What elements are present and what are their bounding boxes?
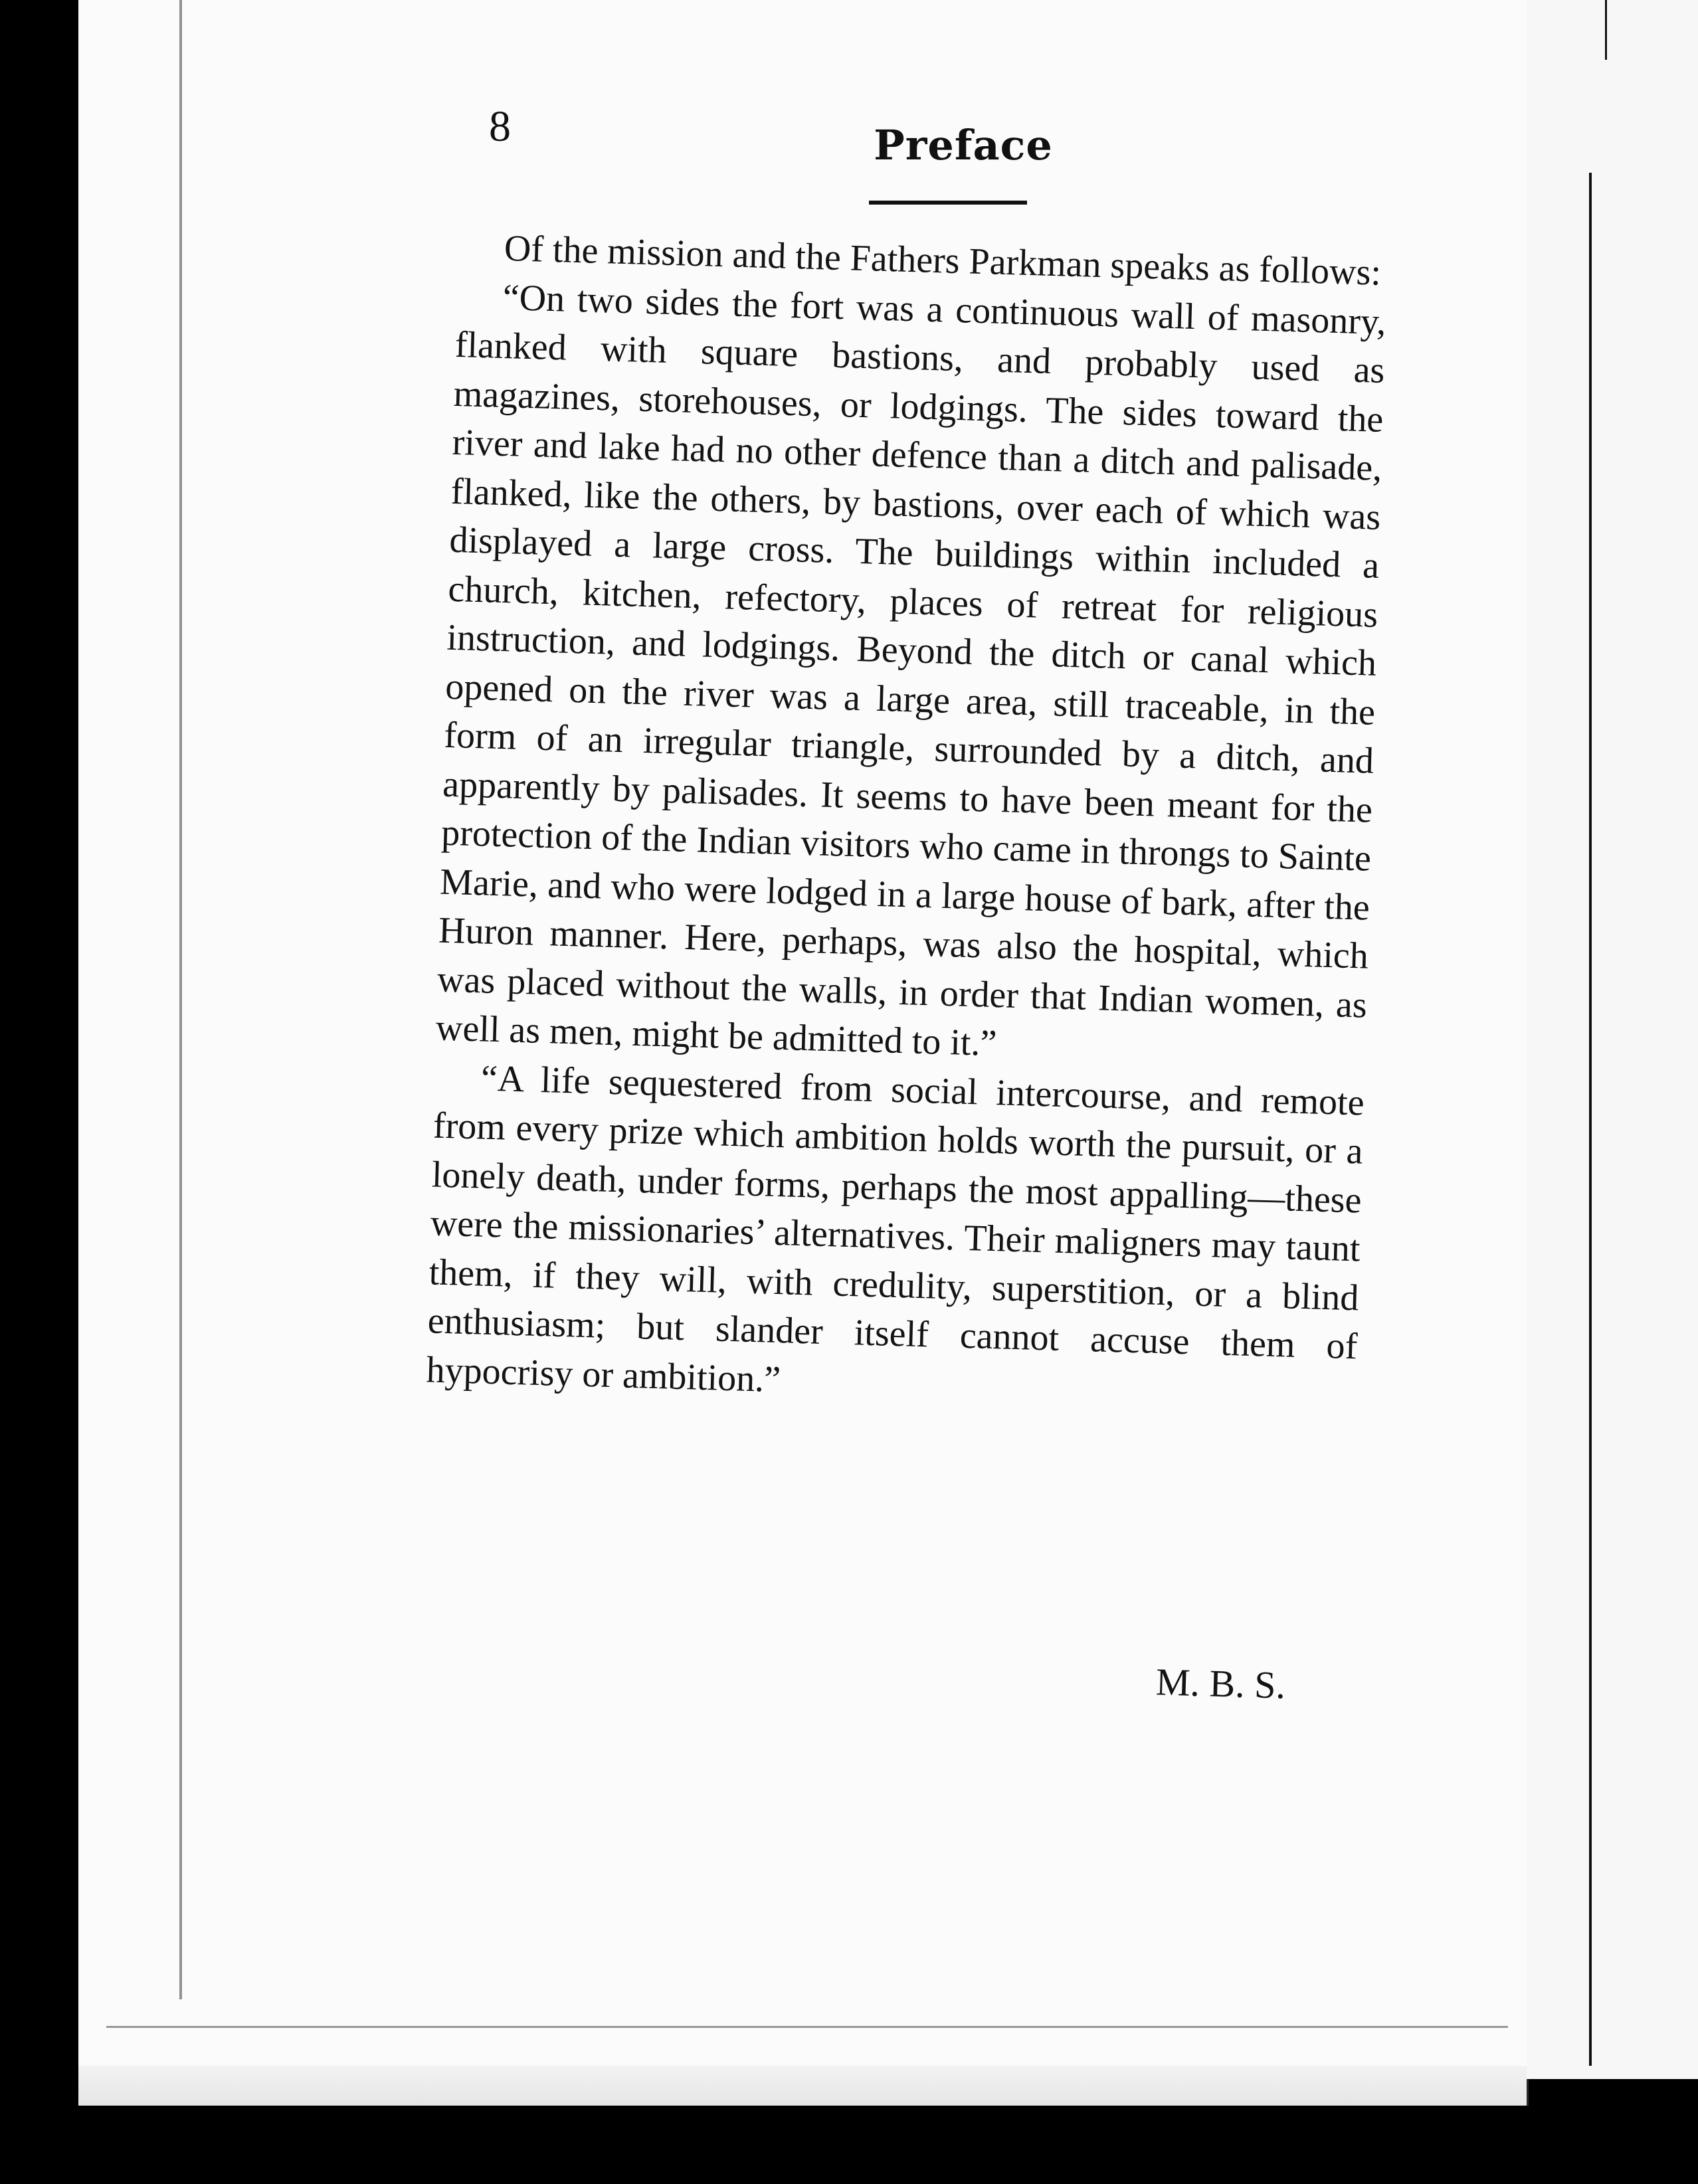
body-text xyxy=(426,223,1388,1420)
adjacent-page-strip xyxy=(1527,0,1698,2079)
paragraph-quote-life: “A life sequestered from social intercourse, and remote from every prize which ambition holds worth the pursuit, or a lonely death, under forms, perhaps the most appalling—these were the missionaries’ alternatives. Their maligners may taunt them, if they will, with credulity, superstition, or a blind enthusiasm; but slander itself cannot accuse them of hypocrisy or ambition.” xyxy=(425,1057,1365,1400)
running-head: Preface xyxy=(874,121,1053,169)
page-fold-line xyxy=(179,0,182,1999)
page-bottom-shadow xyxy=(78,2066,1527,2106)
page-bottom-rule xyxy=(106,2026,1508,2028)
paragraph-quote-fort: “On two sides the fort was a continuous wall of masonry, flanked with square bastions, and probably used as magazines, storehouses, or lodgings. The sides toward the river and lake had no other defence than a ditch and palisade, flanked, like the others, by bastions, over each of which was displayed a large cross. The buildings within included a church, kitchen, refectory, places of retreat for religious instruction, and lodgings. Beyond the ditch or canal which opened on the river was a large area, still traceable, in the form of an irregular triangle, surrounded by a ditch, and apparently by palisades. It seems to have been meant for the protection of the Indian visitors who came in throngs to Sainte Marie, and who were lodged in a large house of bark, after the Huron manner. Here, perhaps, was also the hospital, which was placed without the walls, in order that Indian women, as well as men, might be admitted to it.” xyxy=(435,276,1387,1065)
page-number: 8 xyxy=(489,102,511,151)
adjacent-page-edge xyxy=(1589,173,1592,2066)
adjacent-page-edge-top xyxy=(1605,0,1607,60)
paragraph-intro: Of the mission and the Fathers Parkman speaks as follows: xyxy=(504,227,1382,294)
signature: M. B. S. xyxy=(1155,1660,1286,1707)
head-rule xyxy=(869,201,1027,205)
